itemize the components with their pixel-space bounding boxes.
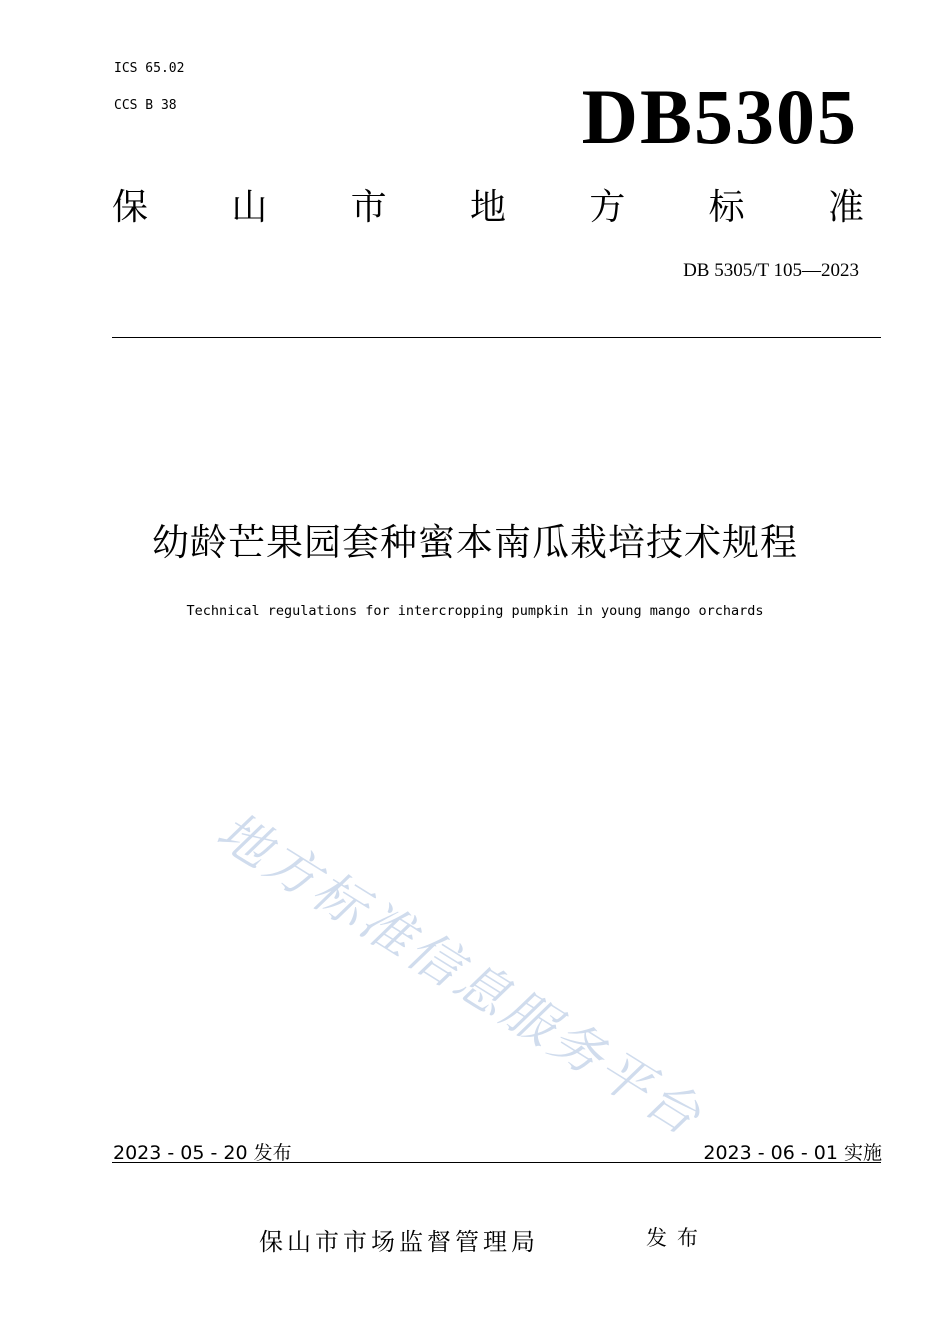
ics-code: ICS 65.02: [114, 61, 185, 76]
standard-type-char: 准: [827, 187, 864, 228]
standard-type-char: 山: [231, 187, 268, 228]
implementation-date: 2023 - 06 - 01 实施: [703, 1142, 882, 1164]
standard-type-char: 保: [112, 187, 149, 228]
standard-type-char: 方: [589, 187, 626, 228]
header-divider: [112, 337, 881, 338]
document-title-english: Technical regulations for intercropping pumpkin in young mango orchards: [186, 603, 764, 619]
standard-number: DB 5305/T 105—2023: [683, 260, 859, 281]
standard-code-logo: DB5305: [581, 73, 858, 160]
issuing-authority: 保山市市场监督管理局: [259, 1228, 539, 1256]
standard-type-char: 地: [469, 187, 506, 228]
ccs-code: CCS B 38: [114, 98, 177, 113]
issue-date: 2023 - 05 - 20 发布: [113, 1142, 292, 1164]
standard-type-char: 市: [350, 187, 387, 228]
standard-type-char: 标: [708, 187, 745, 228]
document-title: 幼龄芒果园套种蜜本南瓜栽培技术规程: [152, 521, 798, 564]
watermark: 地方标准信息服务平台: [206, 801, 714, 1149]
standard-type: [112, 184, 864, 232]
footer-divider: [112, 1162, 881, 1163]
issuing-label: 发布: [646, 1226, 708, 1250]
